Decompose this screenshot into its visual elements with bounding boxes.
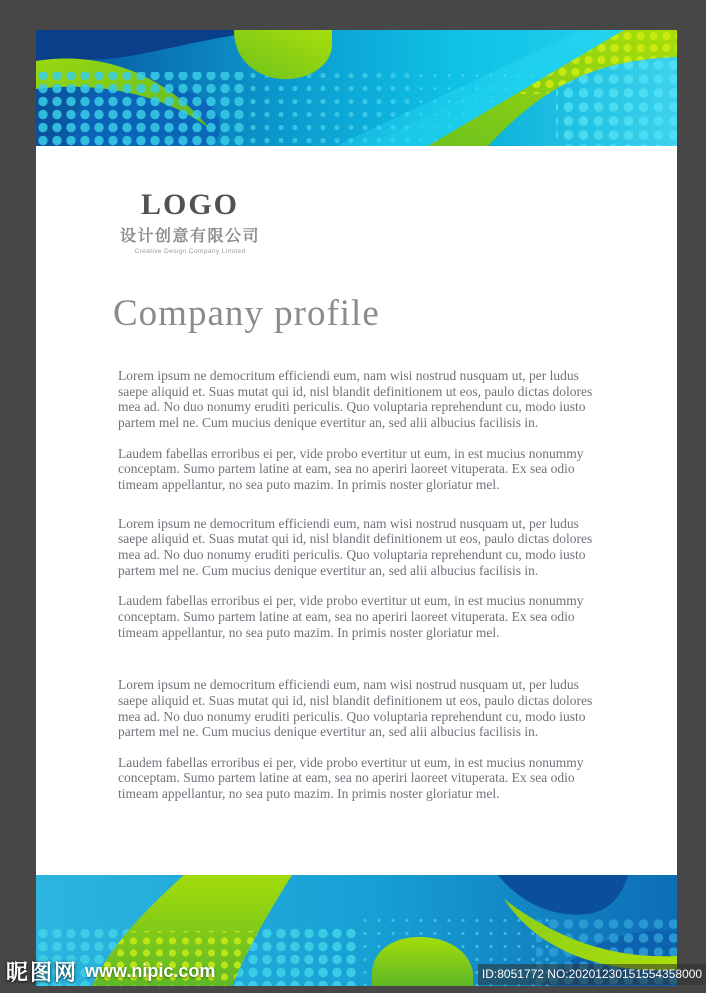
- paragraph: Lorem ipsum ne democritum efficiendi eum, nam wisi nostrud nusquam ut, per ludus saepe aliquid et. Suas mutat qui id, nisl blandit definitionem ut eos, paulo dictas dolores mea ad. No duo nonumy eruditi periculis. Quo voluptaria reprehendunt cu, modo iusto partem mel ne. Cum mucius denique evertitur an, sed alii albucius facilisis in.: [118, 677, 593, 740]
- watermark-id-badge: ID:8051772 NO:20201230151554358000: [478, 964, 706, 985]
- text-section: [118, 368, 605, 493]
- page-title: Company profile: [113, 293, 380, 334]
- header-halftone-large: [36, 72, 248, 146]
- paragraph: Lorem ipsum ne democritum efficiendi eum, nam wisi nostrud nusquam ut, per ludus saepe aliquid et. Suas mutat qui id, nisl blandit definitionem ut eos, paulo dictas dolores mea ad. No duo nonumy eruditi periculis. Quo voluptaria reprehendunt cu, modo iusto partem mel ne. Cum mucius denique evertitur an, sed alii albucius facilisis in.: [118, 515, 593, 578]
- watermark-site-logo: [6, 956, 215, 986]
- body-copy: [118, 368, 605, 825]
- logo-text: LOGO: [140, 188, 239, 221]
- company-logo: [114, 190, 266, 255]
- watermark-site-url: www.nipic.com: [85, 960, 216, 981]
- paragraph: Laudem fabellas erroribus ei per, vide probo evertitur ut eum, in est mucius nonummy conceptam. Sumo partem latine at eam, sea no aperiri laoreet vituperata. Ex sea odio timeam appellantur, no sea puto mazim. In primis noster gloriatur mel.: [118, 754, 584, 802]
- header-banner-svg: [36, 30, 677, 146]
- watermark-site-name: 昵图网: [6, 959, 79, 985]
- text-section: [118, 677, 605, 802]
- logo-company-name-cn: 设计创意有限公司: [119, 228, 260, 245]
- paragraph: Lorem ipsum ne democritum efficiendi eum, nam wisi nostrud nusquam ut, per ludus saepe aliquid et. Suas mutat qui id, nisl blandit definitionem ut eos, paulo dictas dolores mea ad. No duo nonumy eruditi periculis. Quo voluptaria reprehendunt cu, modo iusto partem mel ne. Cum mucius denique evertitur an, sed alii albucius facilisis in.: [118, 368, 593, 430]
- document-page: [36, 30, 677, 986]
- paragraph: Laudem fabellas erroribus ei per, vide probo evertitur ut eum, in est mucius nonummy conceptam. Sumo partem latine at eam, sea no aperiri laoreet vituperata. Ex sea odio timeam appellantur, no sea puto mazim. In primis noster gloriatur mel.: [118, 593, 584, 640]
- paragraph: Laudem fabellas erroribus ei per, vide probo evertitur ut eum, in est mucius nonummy conceptam. Sumo partem latine at eam, sea no aperiri laoreet vituperata. Ex sea odio timeam appellantur, no sea puto mazim. In primis noster gloriatur mel.: [118, 445, 584, 492]
- text-section: [118, 516, 605, 641]
- header-banner-artwork: [36, 30, 677, 146]
- logo-company-name-en: Creative Design Company Limited: [134, 248, 246, 255]
